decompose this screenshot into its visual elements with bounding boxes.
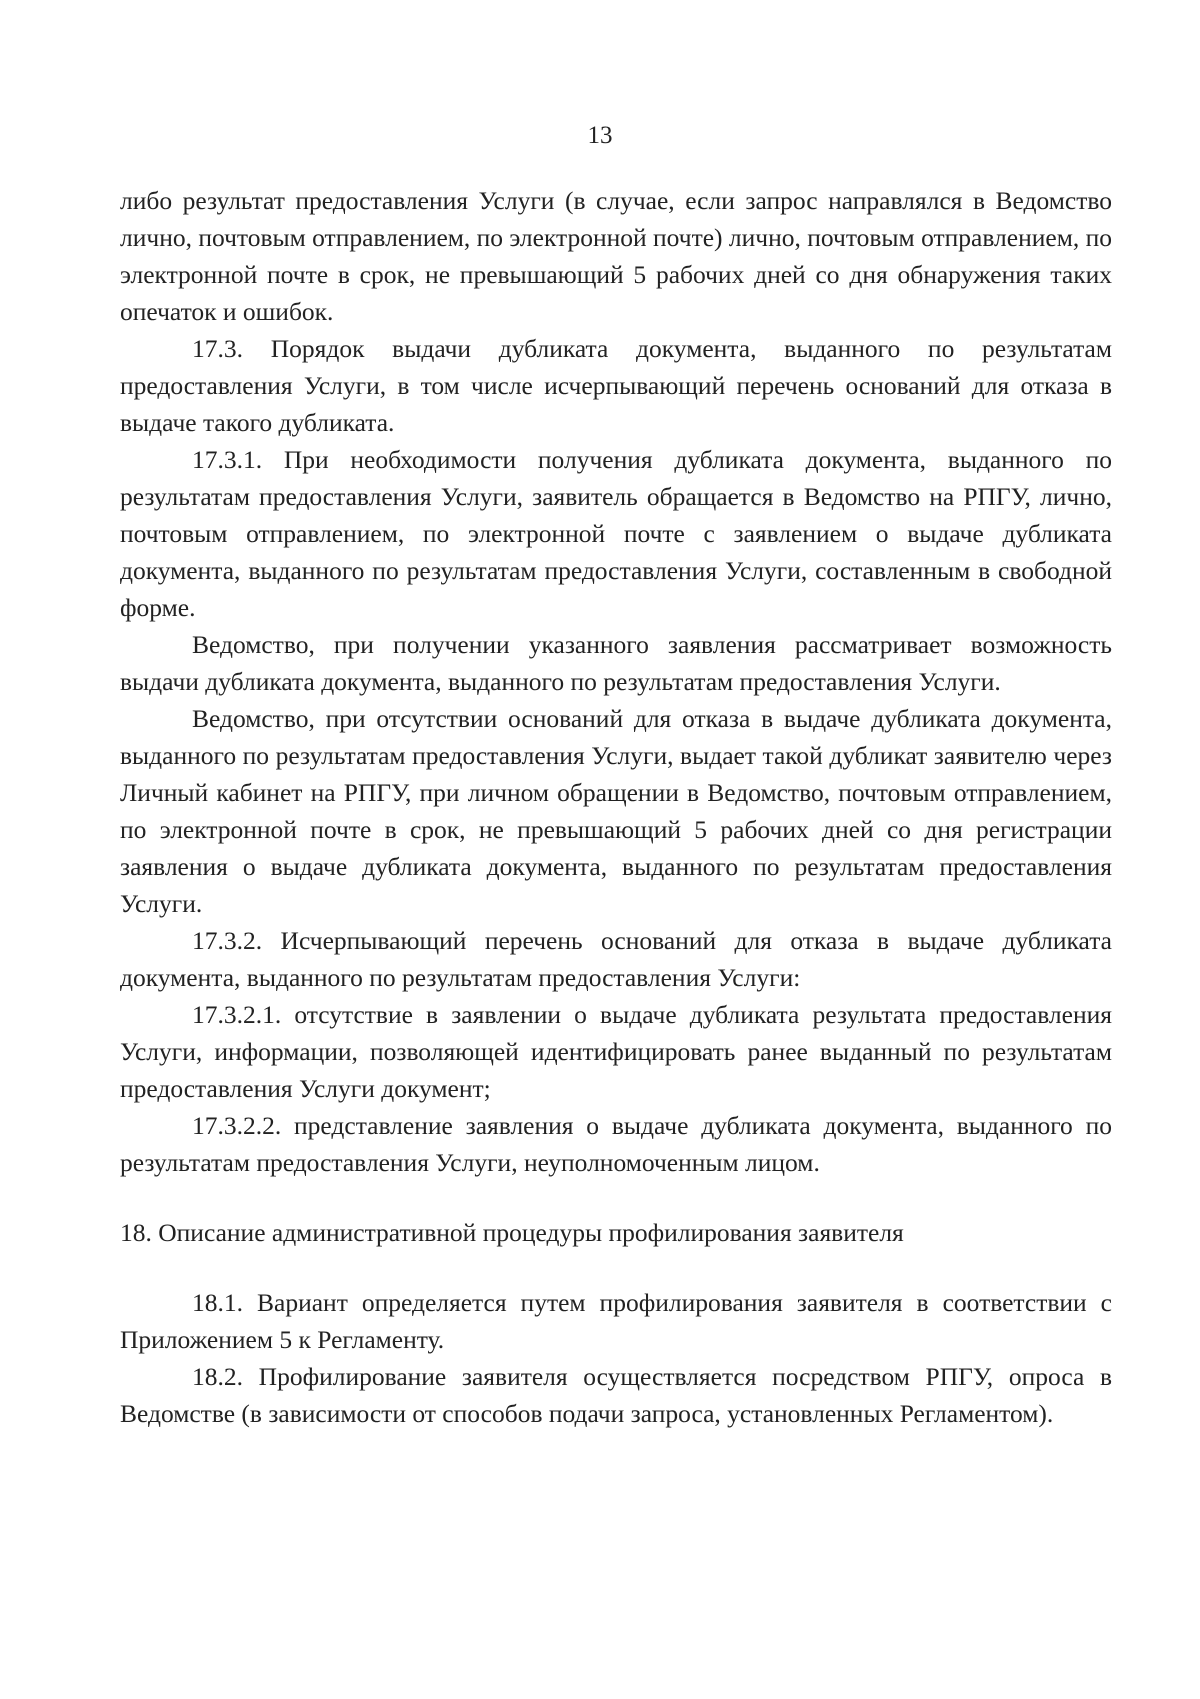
section-heading: 18. Описание административной процедуры профилирования заявителя bbox=[120, 1218, 904, 1247]
paragraph: 18.2. Профилирование заявителя осуществляется посредством РПГУ, опроса в Ведомстве (в зависимости от способов подачи запроса, установленных Регламентом). bbox=[120, 1362, 1112, 1428]
paragraph: Ведомство, при получении указанного заявления рассматривает возможность выдачи дубликата документа, выданного по результатам предоставления Услуги. bbox=[120, 630, 1112, 696]
paragraph: либо результат предоставления Услуги (в случае, если запрос направлялся в Ведомство лично, почтовым отправлением, по электронной почте) лично, почтовым отправлением, по электронной почте в срок, не превышающий 5 рабочих дней со дня обнаружения таких опечаток и ошибок. bbox=[120, 186, 1112, 326]
paragraph: Ведомство, при отсутствии оснований для отказа в выдаче дубликата документа, выданного по результатам предоставления Услуги, выдает такой дубликат заявителю через Личный кабинет на РПГУ, при личном обращении в Ведомство, почтовым отправлением, по электронной почте в срок, не превышающий 5 рабочих дней со дня регистрации заявления о выдаче дубликата документа, выданного по результатам предоставления Услуги. bbox=[120, 704, 1112, 918]
paragraph: 17.3.1. При необходимости получения дубликата документа, выданного по результатам предоставления Услуги, заявитель обращается в Ведомство на РПГУ, лично, почтовым отправлением, по электронной почте с заявлением о выдаче дубликата документа, выданного по результатам предоставления Услуги, составленным в свободной форме. bbox=[120, 445, 1112, 622]
paragraph: 17.3.2.1. отсутствие в заявлении о выдаче дубликата результата предоставления Услуги, информации, позволяющей идентифицировать ранее выданный по результатам предоставления Услуги документ; bbox=[120, 1000, 1112, 1103]
document-body bbox=[120, 182, 1112, 1432]
paragraph: 18.1. Вариант определяется путем профилирования заявителя в соответствии с Приложением 5 к Регламенту. bbox=[120, 1288, 1112, 1354]
paragraph: 17.3. Порядок выдачи дубликата документа, выданного по результатам предоставления Услуги, в том числе исчерпывающий перечень оснований для отказа в выдаче такого дубликата. bbox=[120, 334, 1112, 437]
paragraph: 17.3.2. Исчерпывающий перечень оснований для отказа в выдаче дубликата документа, выданного по результатам предоставления Услуги: bbox=[120, 926, 1112, 992]
page-number: 13 bbox=[587, 122, 613, 149]
paragraph: 17.3.2.2. представление заявления о выдаче дубликата документа, выданного по результатам предоставления Услуги, неуполномоченным лицом. bbox=[120, 1111, 1112, 1177]
